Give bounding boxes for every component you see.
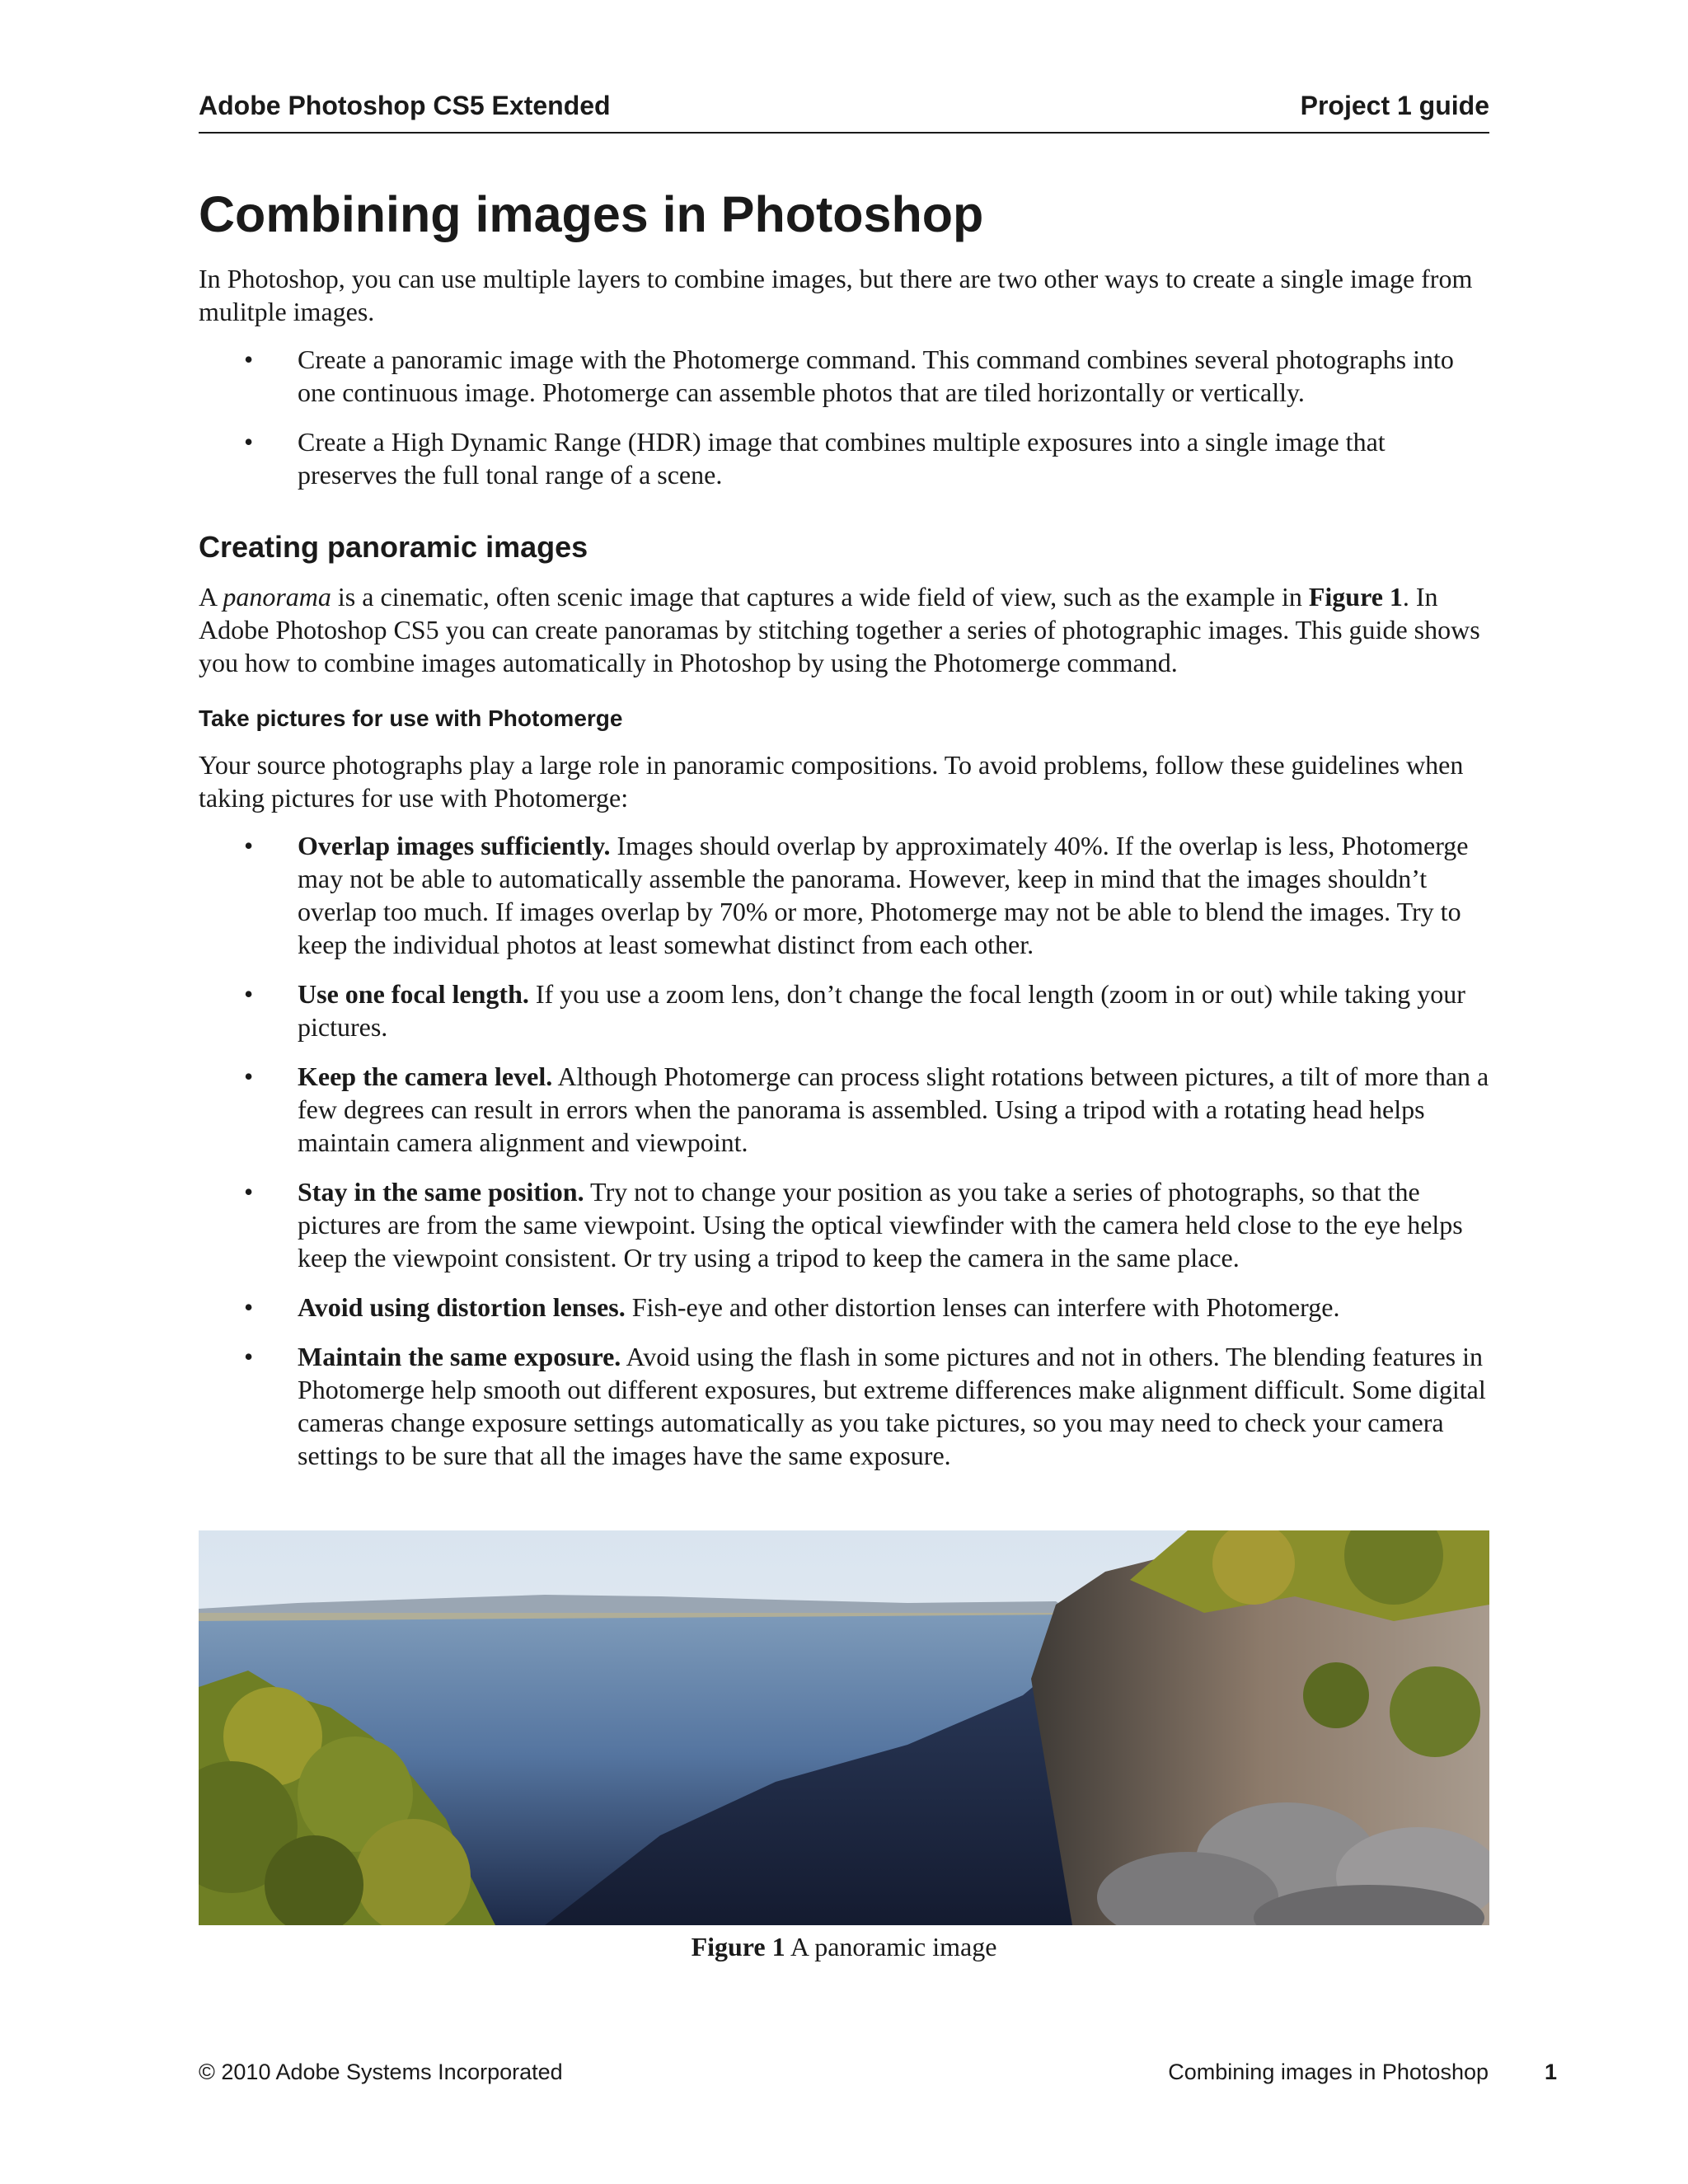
figure-label: Figure 1	[691, 1932, 785, 1961]
list-item	[199, 1060, 1489, 1159]
guideline-lead: Keep the camera level.	[298, 1062, 553, 1091]
guidelines-list	[199, 829, 1489, 1472]
list-item	[199, 1175, 1489, 1274]
text-run: . In Adobe Photoshop CS5 you can create panoramas by stitching together a series of photographic images. This guide shows you how to combine images automatically in Photoshop by using the Photomerge command.	[199, 582, 1480, 677]
intro-paragraph: In Photoshop, you can use multiple layers to combine images, but there are two other ways to create a single image from mulitple images.	[199, 264, 1473, 326]
guideline-lead: Overlap images sufficiently.	[298, 831, 611, 860]
running-header	[199, 89, 1489, 134]
text-run: is a cinematic, often scenic image that captures a wide field of view, such as the example in	[331, 582, 1309, 612]
bullet-glyph: •	[244, 1177, 254, 1207]
guideline-lead: Use one focal length.	[298, 979, 529, 1009]
header-guide: Project 1 guide	[1300, 91, 1489, 120]
guideline-text: Try not to change your position as you take a series of photographs, so that the pictures are from the same viewpoint. Using the optical viewfinder with the camera held close to the eye helps keep the viewpoint consistent. Or try using a tripod to keep the camera in the same place.	[298, 1177, 1463, 1272]
guideline-text: Fish-eye and other distortion lenses can interfere with Photomerge.	[625, 1292, 1340, 1322]
list-item	[199, 1340, 1489, 1472]
bullet-glyph: •	[244, 1062, 254, 1091]
panorama-paragraph	[199, 580, 1489, 679]
term-panorama: panorama	[223, 582, 331, 612]
page-number: 1	[1545, 2060, 1558, 2084]
section-heading: Creating panoramic images	[199, 530, 588, 564]
guideline-lead: Maintain the same exposure.	[298, 1342, 621, 1371]
guideline-lead: Avoid using distortion lenses.	[298, 1292, 626, 1322]
list-item-text: Create a High Dynamic Range (HDR) image that combines multiple exposures into a single image that preserves the full tonal range of a scene.	[298, 427, 1386, 490]
document-body	[199, 183, 1489, 1488]
list-item	[199, 977, 1489, 1043]
caption-text: A panoramic image	[785, 1932, 997, 1961]
figure-reference: Figure 1	[1308, 582, 1403, 612]
panorama-photo	[199, 1530, 1489, 1925]
guidelines-intro: Your source photographs play a large role in panoramic compositions. To avoid problems, follow these guidelines when taking pictures for use with Photomerge:	[199, 750, 1464, 813]
guideline-text: Images should overlap by approximately 40%. If the overlap is less, Photomerge may not be able to automatically assemble the panorama. However, keep in mind that the images shouldn’t overlap too much. If images overlap by 70% or more, Photomerge may not be able to blend the images. Try to keep the individual photos at least somewhat distinct from each other.	[298, 831, 1469, 959]
text-run: A	[199, 582, 223, 612]
intro-bullet-list	[199, 343, 1489, 491]
subsection-heading: Take pictures for use with Photomerge	[199, 705, 623, 731]
footer-copyright: © 2010 Adobe Systems Incorporated	[199, 2060, 563, 2084]
bullet-glyph: •	[244, 831, 254, 860]
guideline-lead: Stay in the same position.	[298, 1177, 584, 1207]
guideline-text: Avoid using the flash in some pictures and not in others. The blending features in Photomerge help smooth out different exposures, but extreme differences make alignment difficult. Some digital cameras change exposure settings automatically as you take pictures, so you may need to check your camera settings to be sure that all the images have the same exposure.	[298, 1342, 1486, 1470]
bullet-glyph: •	[244, 1292, 254, 1322]
list-item-text: Create a panoramic image with the Photomerge command. This command combines several photographs into one continuous image. Photomerge can assemble photos that are tiled horizontally or vertically.	[298, 344, 1454, 407]
header-product: Adobe Photoshop CS5 Extended	[199, 91, 611, 120]
guideline-text: Although Photomerge can process slight rotations between pictures, a tilt of more than a few degrees can result in errors when the panorama is assembled. Using a tripod with a rotating head helps maintain camera alignment and viewpoint.	[298, 1062, 1489, 1157]
list-item	[199, 425, 1489, 491]
bullet-glyph: •	[244, 344, 254, 374]
figure-caption	[0, 1930, 1688, 1963]
guideline-text: If you use a zoom lens, don’t change the focal length (zoom in or out) while taking your pictures.	[298, 979, 1465, 1042]
bullet-glyph: •	[244, 1342, 254, 1371]
bullet-glyph: •	[244, 979, 254, 1009]
footer-doc-title: Combining images in Photoshop	[1168, 2060, 1489, 2084]
list-item	[199, 1291, 1489, 1324]
list-item	[199, 343, 1489, 409]
list-item	[199, 829, 1489, 961]
bullet-glyph: •	[244, 427, 254, 457]
page-title: Combining images in Photoshop	[199, 186, 984, 242]
